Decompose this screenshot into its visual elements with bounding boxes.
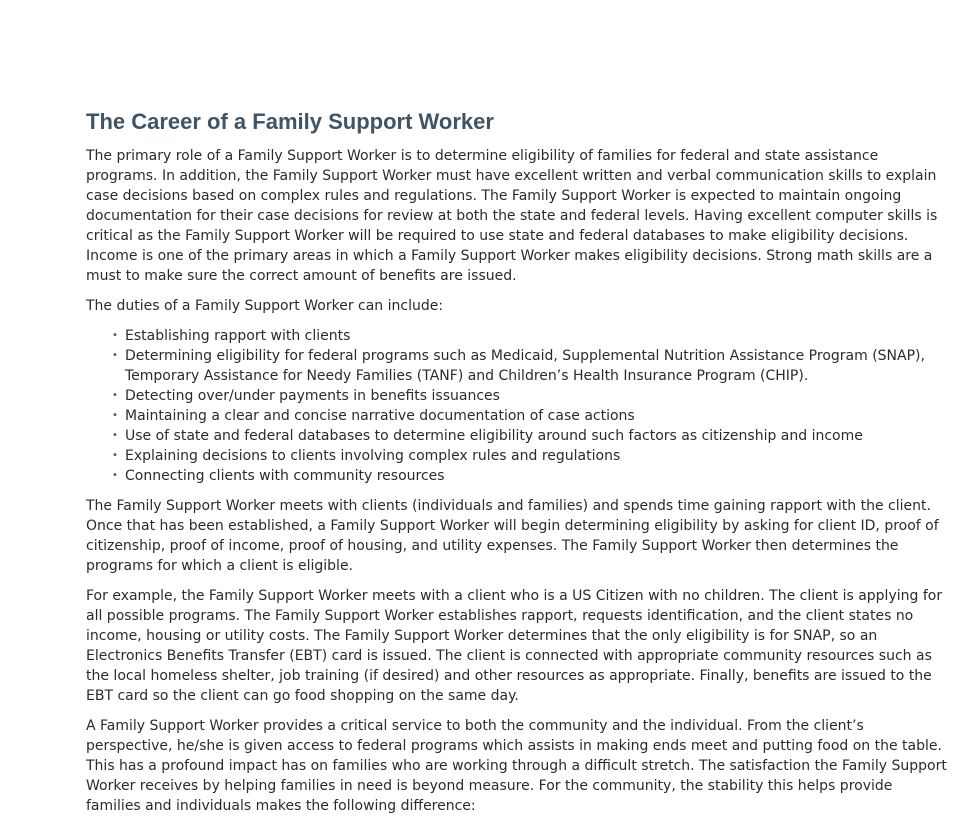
duties-intro: The duties of a Family Support Worker can include: bbox=[86, 298, 444, 314]
list-item bbox=[112, 426, 950, 446]
bullet-icon: • bbox=[112, 450, 118, 461]
bullet-icon: • bbox=[112, 470, 118, 481]
list-item bbox=[112, 386, 950, 406]
list-item-text: Determining eligibility for federal programs such as Medicaid, Supplemental Nutrition Assistance Program (SNAP), Temporary Assistance for Needy Families (TANF) and Children’s Health Insurance Program (CHIP). bbox=[125, 348, 925, 384]
process-paragraph: The Family Support Worker meets with clients (individuals and families) and spends time gaining rapport with the client. Once that has been established, a Family Support Worker will begin determining eligibility by asking for client ID, proof of citizenship, proof of income, proof of housing, and utility expenses. The Family Support Worker then determines the programs for which a client is eligible. bbox=[86, 498, 939, 574]
bullet-icon: • bbox=[112, 430, 118, 441]
page-title: The Career of a Family Support Worker bbox=[86, 109, 494, 134]
list-item bbox=[112, 466, 950, 486]
list-item-text: Maintaining a clear and concise narrative documentation of case actions bbox=[125, 408, 635, 424]
bullet-icon: • bbox=[112, 410, 118, 421]
list-item-text: Detecting over/under payments in benefits issuances bbox=[125, 388, 500, 404]
list-item-text: Establishing rapport with clients bbox=[125, 328, 351, 344]
list-item bbox=[112, 446, 950, 466]
list-item-text: Connecting clients with community resources bbox=[125, 468, 445, 484]
bullet-icon: • bbox=[112, 390, 118, 401]
intro-paragraph: The primary role of a Family Support Worker is to determine eligibility of families for federal and state assistance programs. In addition, the Family Support Worker must have excellent written and verbal communication skills to explain case decisions based on complex rules and regulations. The Family Support Worker is expected to maintain ongoing documentation for their case decisions for review at both the state and federal levels. Having excellent computer skills is critical as the Family Support Worker will be required to use state and federal databases to make eligibility decisions. Income is one of the primary areas in which a Family Support Worker makes eligibility decisions. Strong math skills are a must to make sure the correct amount of benefits are issued. bbox=[86, 148, 938, 284]
list-item bbox=[112, 326, 950, 346]
impact-paragraph: A Family Support Worker provides a critical service to both the community and the individual. From the client’s perspective, he/she is given access to federal programs which assists in making ends meet and putting food on the table. This has a profound impact has on families who are working through a difficult stretch. The satisfaction the Family Support Worker receives by helping families in need is beyond measure. For the community, the stability this helps provide families and individuals makes the following difference: bbox=[86, 718, 947, 814]
list-item bbox=[112, 346, 950, 386]
list-item bbox=[112, 406, 950, 426]
article bbox=[86, 108, 950, 826]
bullet-icon: • bbox=[112, 350, 118, 361]
list-item-text: Use of state and federal databases to determine eligibility around such factors as citizenship and income bbox=[125, 428, 863, 444]
duties-list bbox=[86, 326, 950, 486]
bullet-icon: • bbox=[112, 330, 118, 341]
list-item-text: Explaining decisions to clients involving complex rules and regulations bbox=[125, 448, 621, 464]
example-paragraph: For example, the Family Support Worker meets with a client who is a US Citizen with no children. The client is applying for all possible programs. The Family Support Worker establishes rapport, requests identification, and the client states no income, housing or utility costs. The Family Support Worker determines that the only eligibility is for SNAP, so an Electronics Benefits Transfer (EBT) card is issued. The client is connected with appropriate community resources such as the local homeless shelter, job training (if desired) and other resources as appropriate. Finally, benefits are issued to the EBT card so the client can go food shopping on the same day. bbox=[86, 588, 943, 704]
